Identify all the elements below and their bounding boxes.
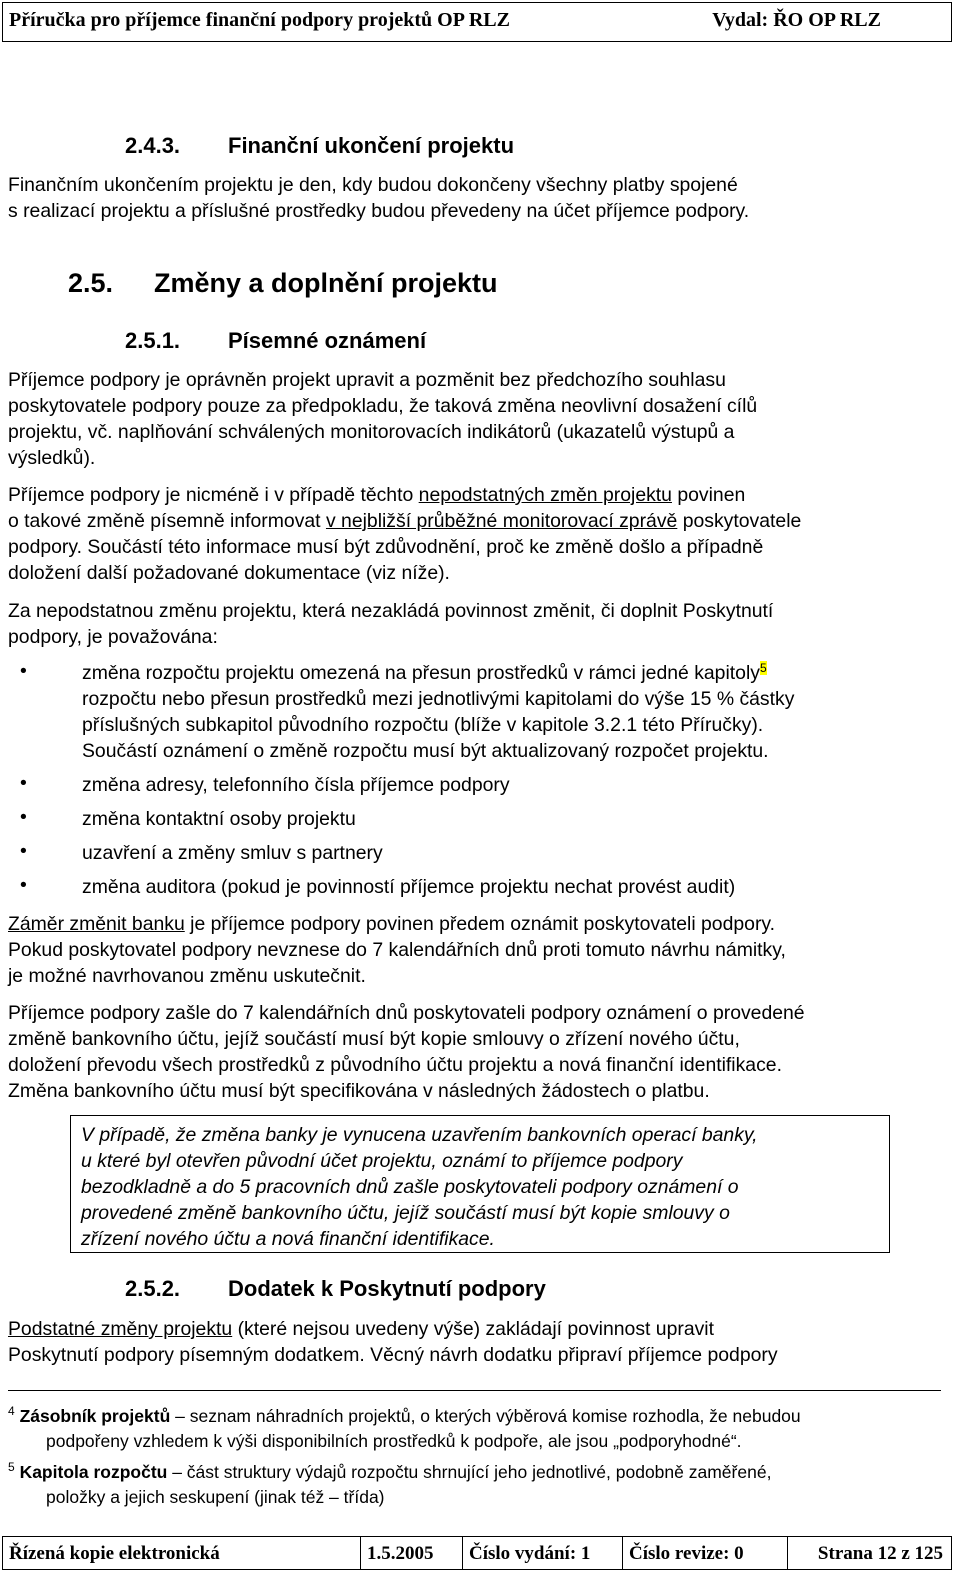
footnote-term: Zásobník projektů (19, 1406, 171, 1426)
header-title: Příručka pro příjemce finanční podpory projektů OP RLZ (9, 9, 510, 31)
text-line: změna rozpočtu projektu omezená na přesun prostředků v rámci jedné kapitoly$^5$ (82, 660, 767, 684)
paragraph-2 (8, 482, 948, 586)
text-line: Poskytnutí podpory písemným dodatkem. Věcný návrh dodatku připraví příjemce podpory (8, 1344, 778, 1366)
page-footer (2, 1536, 952, 1570)
text-line: Za nepodstatnou změnu projektu, která nezakládá povinnost změnit, či doplnit Poskytnutí (8, 600, 774, 622)
footer-page-number: Strana 12 z 125 (817, 1543, 943, 1564)
underlined-term: Záměr změnit banku (8, 913, 185, 935)
section-2-5-2-text (8, 1316, 948, 1368)
text-line: u které byl otevřen původní účet projektu, oznámí to příjemce podpory (81, 1150, 683, 1172)
bullet-icon: • (20, 874, 27, 896)
text-line: podpory. Součástí této informace musí být zdůvodnění, proč ke změně došlo a případně (8, 536, 764, 558)
footer-date: 1.5.2005 (361, 1537, 463, 1569)
footnote-4 (8, 1404, 948, 1454)
footnote-number: 4 (8, 1404, 15, 1419)
text-line: Finančním ukončením projektu je den, kdy budou dokončeny všechny platby spojené (8, 174, 738, 196)
section-2-5-title: Změny a doplnění projektu (154, 268, 498, 298)
text-line: $^4$ Zásobník projektů – seznam náhradních projektů, o kterých výběrová komise rozhodla, že nebudou (8, 1404, 801, 1426)
list-item: změna kontaktní osoby projektu (82, 808, 356, 830)
footer-copy-type: Řízená kopie elektronická (3, 1537, 361, 1569)
text-line: Pokud poskytovatel podpory nevznese do 7 kalendářních dnů proti tomuto návrhu námitky, (8, 939, 786, 961)
bullet-icon: • (20, 806, 27, 828)
underlined-term: nepodstatných změn projektu (418, 484, 672, 506)
bullet-icon: • (20, 840, 27, 862)
text-line: podpořeny vzhledem k výši disponibilních prostředků k podpoře, ale jsou „podporyhodné“. (46, 1431, 742, 1451)
section-2-5-number: 2.5. (68, 268, 114, 298)
list-item: změna adresy, telefonního čísla příjemce podpory (82, 774, 510, 796)
text-line: doložení další požadované dokumentace (viz níže). (8, 562, 450, 584)
paragraph-5 (8, 1000, 948, 1104)
text-line: bezodkladně a do 5 pracovních dnů zašle poskytovateli podpory oznámení o (81, 1176, 739, 1198)
bullet-icon: • (20, 660, 27, 682)
text-line: s realizací projektu a příslušné prostředky budou převedeny na účet příjemce podpory. (8, 200, 750, 222)
list-item: změna auditora (pokud je povinností příjemce projektu nechat provést audit) (82, 876, 736, 898)
header-publisher: Vydal: ŘO OP RLZ (712, 9, 881, 31)
text-line: Příjemce podpory je nicméně i v případě těchto nepodstatných změn projektu povinen (8, 484, 746, 506)
underlined-term: v nejbližší průběžné monitorovací zprávě (325, 510, 678, 532)
bullet-icon: • (20, 772, 27, 794)
section-2-4-3-text (8, 172, 948, 224)
footnote-separator (8, 1390, 941, 1391)
text-line: $^5$ Kapitola rozpočtu – část struktury výdajů rozpočtu shrnující jeho jednotlivé, podobně zaměřené, (8, 1460, 772, 1482)
section-2-4-3-title: Finanční ukončení projektu (228, 133, 515, 158)
text-line: provedené změně bankovního účtu, jejíž součástí musí být kopie smlouvy o (81, 1202, 730, 1224)
text-line: o takové změně písemně informovat v nejbližší průběžné monitorovací zprávě poskytovatele (8, 510, 802, 532)
boxed-note (70, 1115, 890, 1253)
footnote-ref[interactable]: 5 (759, 660, 767, 675)
text-line: poskytovatele podpory pouze za předpokladu, že taková změna neovlivní dosažení cílů (8, 395, 758, 417)
text-line: výsledků). (8, 447, 96, 469)
footnote-term: Kapitola rozpočtu (19, 1462, 168, 1482)
text-line: rozpočtu nebo přesun prostředků mezi jednotlivými kapitolami do výše 15 % částky (82, 688, 795, 710)
text-line: zřízení nového účtu a nová finanční identifikace. (81, 1228, 495, 1250)
text-line: Příjemce podpory zašle do 7 kalendářních dnů poskytovateli podpory oznámení o provedené (8, 1002, 805, 1024)
text-line: doložení převodu všech prostředků z původního účtu projektu a nová finanční identifikace. (8, 1054, 782, 1076)
text-line: Součástí oznámení o změně rozpočtu musí být aktualizovaný rozpočet projektu. (82, 740, 769, 762)
paragraph-1 (8, 367, 948, 471)
text-line: Změna bankovního účtu musí být specifikována v následných žádostech o platbu. (8, 1080, 710, 1102)
text-line: Záměr změnit banku je příjemce podpory povinen předem oznámit poskytovateli podpory. (8, 913, 776, 935)
underlined-term: Podstatné změny projektu (8, 1318, 233, 1340)
list-item: uzavření a změny smluv s partnery (82, 842, 383, 864)
footer-revision: Číslo revize: 0 (623, 1537, 788, 1569)
paragraph-3 (8, 598, 948, 650)
text-line: podpory, je považována: (8, 626, 218, 648)
text-line: Příjemce podpory je oprávněn projekt upravit a pozměnit bez předchozího souhlasu (8, 369, 726, 391)
text-line: příslušných subkapitol původního rozpočtu (blíže v kapitole 3.2.1 této Příručky). (82, 714, 764, 736)
list-item (82, 660, 942, 764)
section-2-4-3-number: 2.4.3. (125, 133, 181, 158)
paragraph-4 (8, 911, 948, 989)
section-2-5-2-number: 2.5.2. (125, 1276, 181, 1301)
footnote-5 (8, 1460, 948, 1510)
section-2-5-1-number: 2.5.1. (125, 328, 181, 353)
footer-edition: Číslo vydání: 1 (463, 1537, 623, 1569)
text-line: Podstatné změny projektu (které nejsou uvedeny výše) zakládají povinnost upravit (8, 1318, 714, 1340)
text-line: projektu, vč. naplňování schválených monitorovacích indikátorů (ukazatelů výstupů a (8, 421, 735, 443)
text-line: změně bankovního účtu, jejíž součástí musí být kopie smlouvy o zřízení nového účtu, (8, 1028, 740, 1050)
text-line: je možné navrhovanou změnu uskutečnit. (8, 965, 366, 987)
section-2-5-2-title: Dodatek k Poskytnutí podpory (228, 1276, 546, 1301)
text-line: položky a jejich seskupení (jinak též – třída) (46, 1487, 385, 1507)
section-2-5-1-title: Písemné oznámení (228, 328, 427, 353)
page-header (2, 2, 952, 42)
footnote-number: 5 (8, 1460, 15, 1475)
text-line: V případě, že změna banky je vynucena uzavřením bankovních operací banky, (81, 1124, 758, 1146)
